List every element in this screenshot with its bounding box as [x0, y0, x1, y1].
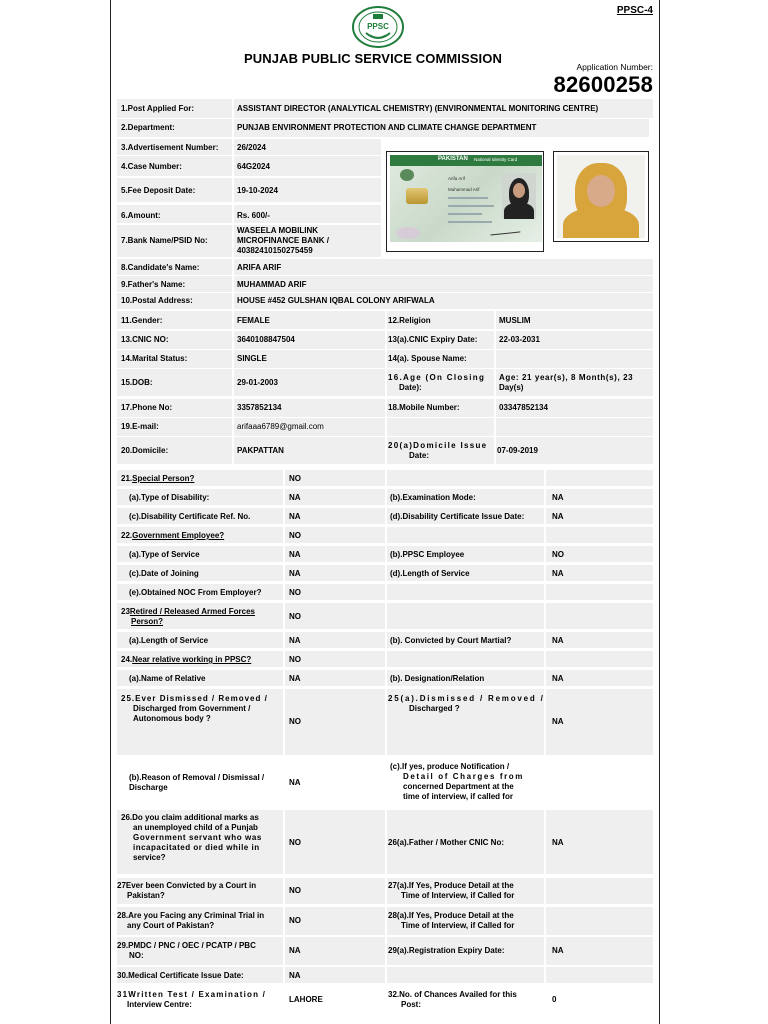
q25-label-line1: 25.Ever Dismissed / Removed / [121, 694, 268, 703]
row-bg [117, 276, 653, 292]
q21-text: Special Person? [132, 474, 195, 483]
q25a-label-line2: Discharged ? [409, 704, 460, 713]
q25b-value: NA [289, 778, 301, 787]
chip-icon [406, 188, 428, 204]
q32-label-line2: Post: [401, 1000, 421, 1009]
q21b-value: NA [552, 493, 564, 502]
q27-value: NO [289, 886, 301, 895]
q23-value: NO [289, 612, 301, 621]
q22-value: NO [289, 531, 301, 540]
marital-value: SINGLE [237, 354, 267, 363]
cnic-card-image [390, 155, 542, 242]
cnic-label: 13.CNIC NO: [121, 335, 169, 344]
q23b-value: NA [552, 636, 564, 645]
q25a-label-line1: 25(a).Dismissed / Removed / [388, 694, 545, 703]
q23a-label: (a).Length of Service [129, 636, 209, 645]
q28-value: NO [289, 916, 301, 925]
q21d-label: (d).Disability Certificate Issue Date: [390, 512, 525, 521]
application-number: 82600258 [553, 72, 653, 97]
q31-label-line2: Interview Centre: [127, 1000, 192, 1009]
candidate-photo [557, 155, 645, 238]
dob-value: 29-01-2003 [237, 378, 278, 387]
cnic-image-frame [386, 151, 544, 252]
cnic-card-line [448, 221, 492, 223]
signature-mark [490, 223, 521, 235]
marital-label: 14.Marital Status: [121, 354, 188, 363]
q26-label-line4: incapacitated or died while in [133, 843, 260, 852]
q26a-value: NA [552, 838, 564, 847]
religion-value: MUSLIM [499, 316, 531, 325]
cnic-card-line [448, 197, 488, 199]
q24-label [121, 655, 251, 665]
q27-label-line2: Pakistan? [127, 891, 165, 900]
application-form-page [110, 0, 660, 1024]
q21-number: 21. [121, 474, 133, 483]
amount-value: Rs. 600/- [237, 211, 270, 220]
application-number-label: Application Number: [576, 62, 653, 72]
dob-label: 15.DOB: [121, 378, 153, 387]
cnic-expiry-value: 22-03-2031 [499, 335, 540, 344]
q21-label [121, 474, 194, 484]
q24b-value: NA [552, 674, 564, 683]
phone-label: 17.Phone No: [121, 403, 173, 412]
q30-value: NA [289, 971, 301, 980]
hologram-icon [396, 227, 420, 239]
form-code: PPSC-4 [616, 5, 653, 16]
bank-value-line3: 40382410150275459 [237, 246, 313, 255]
q29-label-line2: NO: [129, 951, 144, 960]
q26a-label: 26(a).Father / Mother CNIC No: [388, 838, 505, 847]
q26-label-line3: Government servant who was [133, 833, 262, 842]
bank-label: 7.Bank Name/PSID No: [121, 236, 208, 245]
advertisement-label: 3.Advertisement Number: [121, 143, 219, 152]
q24a-value: NA [289, 674, 301, 683]
age-label-line1: 16.Age (On Closing [388, 373, 486, 382]
q23-text-line1: Retired / Released Armed Forces [129, 607, 255, 616]
religion-label: 12.Religion [388, 316, 431, 325]
column-divider [494, 311, 496, 465]
q21c-value: NA [289, 512, 301, 521]
q24b-label: (b). Designation/Relation [390, 674, 485, 683]
email-value: arifaaa6789@gmail.com [237, 422, 324, 431]
q22b-value: NO [552, 550, 564, 559]
emblem-icon [400, 169, 414, 181]
q29a-value: NA [552, 946, 564, 955]
domicile-issue-label-line1: 20(a)Domicile Issue [388, 441, 488, 450]
q22-label [121, 531, 224, 541]
q22c-value: NA [289, 569, 301, 578]
q23a-value: NA [289, 636, 301, 645]
postal-address-label: 10.Postal Address: [121, 296, 193, 305]
q22b-label: (b).PPSC Employee [390, 550, 465, 559]
q22a-label: (a).Type of Service [129, 550, 200, 559]
advertisement-value: 26/2024 [237, 143, 266, 152]
q23-label-line1 [121, 607, 255, 617]
q21c-label: (c).Disability Certificate Ref. No. [129, 512, 251, 521]
q23-number: 23 [121, 607, 130, 616]
q23b-label: (b). Convicted by Court Martial? [390, 636, 512, 645]
gender-value: FEMALE [237, 316, 270, 325]
column-divider [544, 470, 546, 983]
amount-label: 6.Amount: [121, 211, 161, 220]
domicile-issue-value: 07-09-2019 [497, 446, 538, 455]
q30-label: 30.Medical Certificate Issue Date: [117, 971, 244, 980]
age-value-line2: Day(s) [499, 383, 524, 392]
department-value: PUNJAB ENVIRONMENT PROTECTION AND CLIMATE CHANGE DEPARTMENT [237, 123, 537, 132]
q29-label-line1: 29.PMDC / PNC / OEC / PCATP / PBC [117, 941, 256, 950]
cnic-value: 3640108847504 [237, 335, 295, 344]
q29a-label: 29(a).Registration Expiry Date: [388, 946, 505, 955]
cnic-card-country: PAKISTAN [438, 156, 468, 162]
q22-number: 22. [121, 531, 133, 540]
q28a-label-line1: 28(a).If Yes, Produce Detail at the [388, 911, 514, 920]
q26-label-line1: 26.Do you claim additional marks as [121, 813, 259, 822]
q25-value: NO [289, 717, 301, 726]
q28-label-line2: any Court of Pakistan? [127, 921, 215, 930]
email-label: 19.E-mail: [121, 422, 159, 431]
q24-number: 24. [121, 655, 133, 664]
father-name-value: MUHAMMAD ARIF [237, 280, 307, 289]
cnic-card-name: Arifa Arif [448, 176, 466, 181]
q24a-label: (a).Name of Relative [129, 674, 206, 683]
post-value: ASSISTANT DIRECTOR (ANALYTICAL CHEMISTRY) (ENVIRONMENTAL MONITORING CENTRE) [237, 104, 599, 113]
q25b-label-line1: (b).Reason of Removal / Dismissal / [129, 773, 265, 782]
cnic-card-title: National Identity Card [474, 157, 518, 162]
q22d-value: NA [552, 569, 564, 578]
q21b-label: (b).Examination Mode: [390, 493, 476, 502]
q25c-label-line1: (c).If yes, produce Notification / [390, 762, 510, 771]
phone-value: 3357852134 [237, 403, 282, 412]
cnic-expiry-label: 13(a).CNIC Expiry Date: [388, 335, 478, 344]
domicile-issue-label-line2: Date: [409, 451, 430, 460]
fee-date-label: 5.Fee Deposit Date: [121, 186, 196, 195]
column-divider [232, 99, 234, 465]
spouse-label: 14(a). Spouse Name: [388, 354, 467, 363]
q24-text: Near relative working in PPSC? [132, 655, 252, 664]
age-label-line2: Date): [399, 383, 422, 392]
q22a-value: NA [289, 550, 301, 559]
department-label: 2.Department: [121, 123, 175, 132]
q28a-label-line2: Time of Interview, if Called for [401, 921, 515, 930]
domicile-value: PAKPATTAN [237, 446, 284, 455]
cnic-card-line [448, 205, 494, 207]
q28-label-line1: 28.Are you Facing any Criminal Trial in [117, 911, 265, 920]
q21a-label: (a).Type of Disability: [129, 493, 210, 502]
candidate-photo-frame [553, 151, 649, 242]
q22c-label: (c).Date of Joining [129, 569, 199, 578]
q27-label-line1: 27Ever been Convicted by a Court in [117, 881, 257, 890]
q25-label-line2: Discharged from Government / [133, 704, 251, 713]
q22-text: Government Employee? [132, 531, 225, 540]
column-divider [283, 470, 285, 983]
q25c-label-line2: Detail of Charges from [403, 772, 524, 781]
fee-date-value: 19-10-2024 [237, 186, 278, 195]
candidate-name-value: ARIFA ARIF [237, 263, 282, 272]
ppsc-logo [351, 5, 405, 49]
postal-address-value: HOUSE #452 GULSHAN IQBAL COLONY ARIFWALA [237, 296, 435, 305]
gender-label: 11.Gender: [121, 316, 163, 325]
q25a-value: NA [552, 717, 564, 726]
q26-label-line5: service? [133, 853, 166, 862]
q32-label-line1: 32.No. of Chances Availed for this [388, 990, 517, 999]
cnic-card-portrait [502, 173, 536, 219]
mobile-value: 03347852134 [499, 403, 548, 412]
bank-value-line1: WASEELA MOBILINK [237, 226, 319, 235]
q24-value: NO [289, 655, 301, 664]
case-number-label: 4.Case Number: [121, 162, 182, 171]
q21a-value: NA [289, 493, 301, 502]
q29-value: NA [289, 946, 301, 955]
q21d-value: NA [552, 512, 564, 521]
q27a-label-line2: Time of Interview, if Called for [401, 891, 515, 900]
q21-value: NO [289, 474, 301, 483]
cnic-card-father: Muhammad Arif [448, 187, 480, 192]
q26-value: NO [289, 838, 301, 847]
mobile-label: 18.Mobile Number: [388, 403, 460, 412]
domicile-label: 20.Domicile: [121, 446, 169, 455]
age-value-line1: Age: 21 year(s), 8 Month(s), 23 [499, 373, 634, 382]
q22e-value: NO [289, 588, 301, 597]
q26-label-line2: an unemployed child of a Punjab [133, 823, 258, 832]
logo-text: PPSC [367, 22, 389, 31]
father-name-label: 9.Father's Name: [121, 280, 186, 289]
q22e-label: (e).Obtained NOC From Employer? [129, 588, 262, 597]
column-divider [385, 311, 387, 983]
q25c-label-line4: time of interview, if called for [403, 792, 513, 801]
q31-label-line1: 31Written Test / Examination / [117, 990, 267, 999]
cnic-card-line [448, 213, 482, 215]
bank-value-line2: MICROFINANCE BANK / [237, 236, 329, 245]
q22d-label: (d).Length of Service [390, 569, 470, 578]
q25-label-line3: Autonomous body ? [133, 714, 211, 723]
case-number-value: 64G2024 [237, 162, 270, 171]
post-label: 1.Post Applied For: [121, 104, 195, 113]
q32-value: 0 [552, 995, 557, 1004]
q25c-label-line3: concerned Department at the [403, 782, 514, 791]
q23-label-line2: Person? [131, 617, 164, 626]
q25b-label-line2: Discharge [129, 783, 168, 792]
q27a-label-line1: 27(a).If Yes, Produce Detail at the [388, 881, 514, 890]
candidate-name-label: 8.Candidate's Name: [121, 263, 200, 272]
page-title: PUNJAB PUBLIC SERVICE COMMISSION [244, 51, 502, 66]
q31-value: LAHORE [289, 995, 323, 1004]
